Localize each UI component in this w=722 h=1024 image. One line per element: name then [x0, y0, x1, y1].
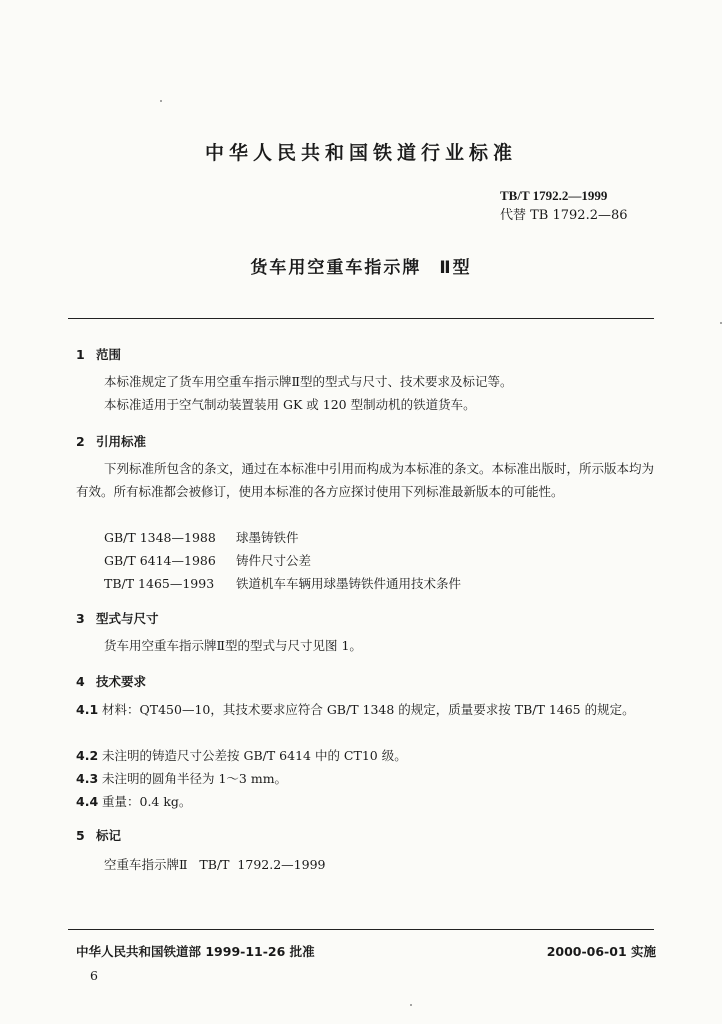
clause-4-2	[76, 745, 407, 767]
section-4-title: 技术要求	[96, 674, 147, 689]
section-4-heading	[76, 672, 146, 690]
section-1-number: 1	[76, 347, 85, 362]
reference-name: 球墨铸铁件	[236, 530, 299, 545]
page-number: 6	[90, 968, 98, 983]
section-2-intro: 下列标准所包含的条文，通过在本标准中引用而构成为本标准的条文。本标准出版时，所示版本均为有效。所有标准都会被修订，使用本标准的各方应探讨使用下列标准最新版本的可能性。	[76, 461, 655, 499]
clause-text: 未注明的圆角半径为 1～3 mm。	[102, 771, 288, 786]
reference-code: TB/T 1465—1993	[104, 576, 215, 591]
section-2-number: 2	[76, 434, 85, 449]
section-1-para-1: 本标准规定了货车用空重车指示牌Ⅱ型的型式与尺寸、技术要求及标记等。	[104, 374, 513, 389]
section-1-para-2: 本标准适用于空气制动装置装用 GK 或 120 型制动机的铁道货车。	[104, 397, 476, 412]
scan-speck	[160, 100, 162, 102]
implementation-date: 2000-06-01 实施	[546, 944, 656, 959]
reference-name: 铁道机车车辆用球墨铸铁件通用技术条件	[236, 576, 462, 591]
section-3-number: 3	[76, 611, 85, 626]
scan-speck	[410, 1004, 412, 1006]
bottom-divider	[68, 929, 654, 930]
section-5-heading	[76, 826, 121, 844]
clause-text: 未注明的铸造尺寸公差按 GB/T 6414 中的 CT10 级。	[102, 748, 407, 763]
section-3-para-1: 货车用空重车指示牌Ⅱ型的型式与尺寸见图 1。	[104, 638, 362, 653]
section-5-marking: 空重车指示牌Ⅱ TB/T 1792.2—1999	[104, 857, 326, 872]
document-title-main: 货车用空重车指示牌	[250, 258, 422, 278]
section-1-heading	[76, 345, 121, 363]
reference-row	[104, 528, 299, 546]
section-1-title: 范围	[96, 347, 122, 362]
clause-number: 4.3	[76, 771, 99, 786]
clause-number: 4.1	[76, 702, 99, 717]
section-3-title: 型式与尺寸	[96, 611, 159, 626]
approval-line: 中华人民共和国铁道部 1999-11-26 批准	[76, 944, 315, 959]
clause-text: 材料：QT450—10，其技术要求应符合 GB/T 1348 的规定，质量要求按 TB/T 1465 的规定。	[102, 702, 635, 717]
reference-row	[104, 574, 461, 592]
clause-4-4	[76, 791, 191, 813]
clause-number: 4.4	[76, 794, 99, 809]
document-title	[0, 253, 722, 278]
clause-4-1	[76, 698, 660, 721]
clause-4-3	[76, 768, 287, 790]
reference-code: GB/T 6414—1986	[104, 553, 216, 568]
section-2-title: 引用标准	[96, 434, 147, 449]
section-2-heading	[76, 432, 146, 450]
section-4-number: 4	[76, 674, 85, 689]
document-title-type: Ⅱ型	[439, 258, 472, 278]
section-3-heading	[76, 609, 159, 627]
standard-code: TB/T 1792.2—1999	[500, 188, 608, 203]
standard-code-block	[500, 186, 628, 226]
standard-category-title: 中华人民共和国铁道行业标准	[204, 142, 517, 164]
replaces-standard: 代替 TB 1792.2—86	[500, 208, 628, 223]
top-divider	[68, 318, 654, 319]
section-5-title: 标记	[96, 828, 122, 843]
section-5-number: 5	[76, 828, 85, 843]
reference-row	[104, 551, 311, 569]
clause-number: 4.2	[76, 748, 99, 763]
reference-name: 铸件尺寸公差	[236, 553, 312, 568]
clause-text: 重量：0.4 kg。	[102, 794, 192, 809]
reference-code: GB/T 1348—1988	[104, 530, 216, 545]
